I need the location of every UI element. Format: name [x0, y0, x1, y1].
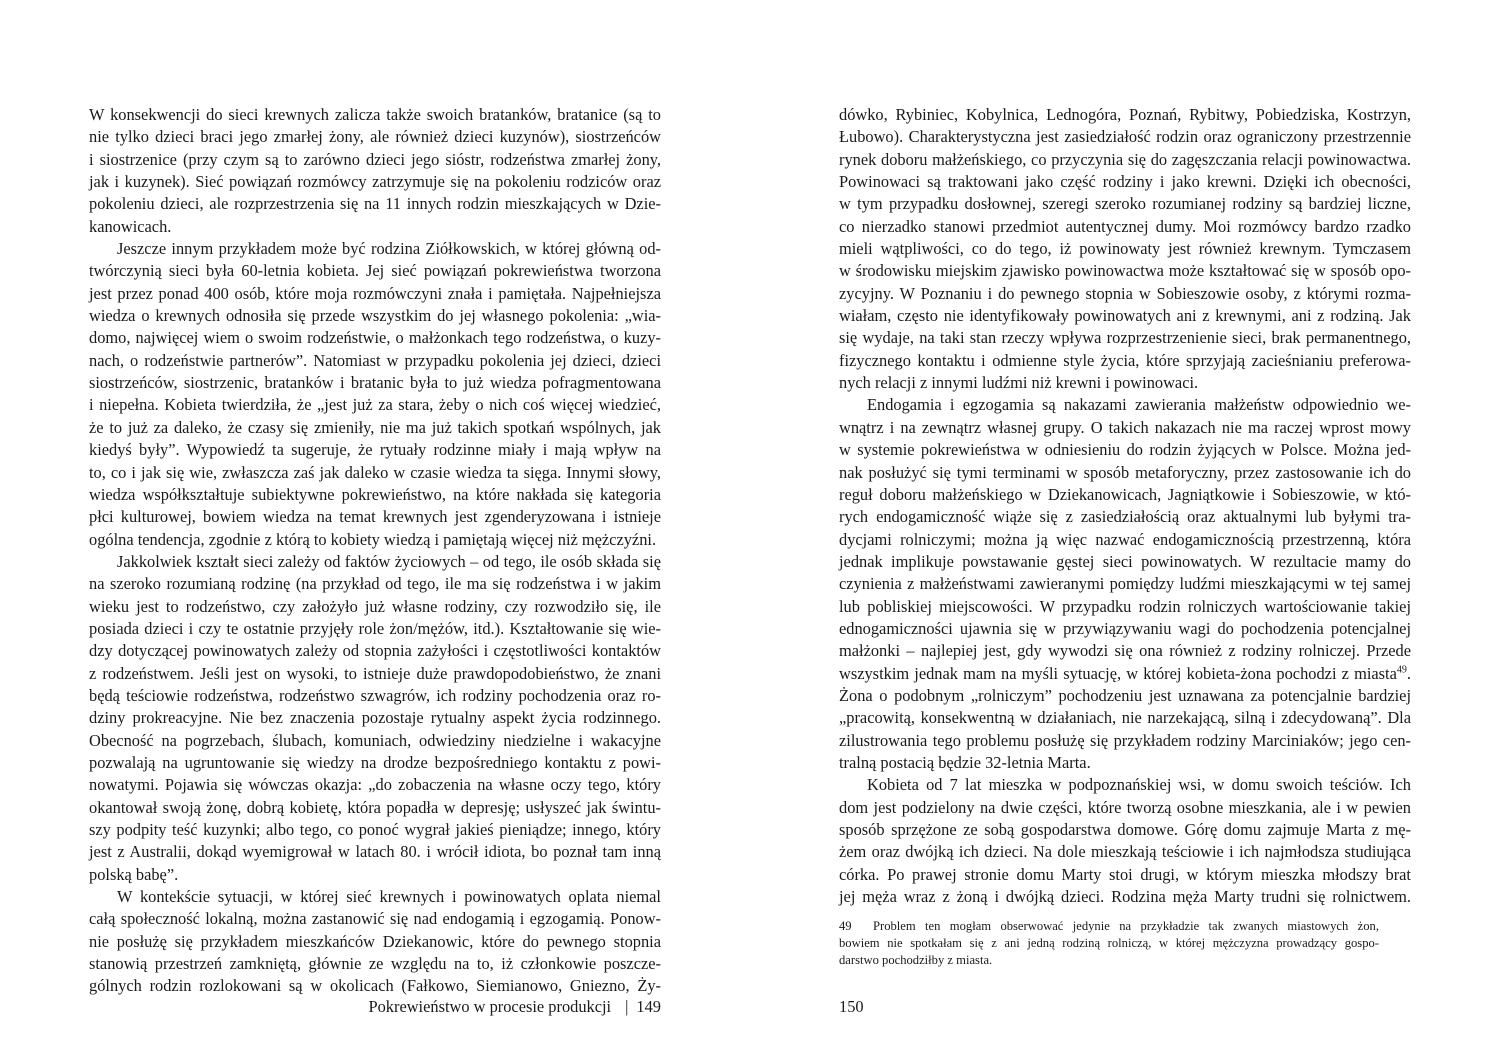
body-text-line: mieli wątpliwości, co do tego, iż powinowaty jest również krewnym. Tymczasem	[839, 239, 1411, 259]
body-text-line: kanowicach.	[89, 216, 172, 236]
body-text-line: pokoleniu dzieci, ale rozprzestrzenia się na 11 innych rodzin mieszkających w Dzie-	[89, 194, 661, 214]
body-text-line: Kobieta od 7 lat mieszka w podpoznańskiej wsi, w domu swoich teściów. Ich	[867, 775, 1411, 795]
body-text-line: tralną postacią będzie 32-letnia Marta.	[839, 752, 1091, 772]
footnote-line: darstwo pochodziłby z miasta.	[839, 953, 993, 967]
body-text-line: Łubowo). Charakterystyczna jest zasiedziałość rodzin oraz ograniczony przestrzennie	[839, 127, 1411, 147]
body-text-line: „pracowitą, konsekwentną w działaniach, nie narzekającą, silną i zdecydowaną”. Dla	[839, 708, 1411, 728]
body-text-line: co nierzadko stanowi przedmiot autentycznej dumy. Moi rozmówcy bardzo rzadko	[839, 216, 1411, 236]
body-text-line: dom jest podzielony na dwie części, które tworzą osobne mieszkania, ale i w pewien	[839, 797, 1411, 817]
body-text-line: nowatymi. Pojawia się wówczas okazja: „do zobaczenia na własne oczy tego, który	[89, 775, 661, 795]
body-text-line: nach, o rodzeństwie partnerów”. Natomiast w przypadku pokolenia jej dzieci, dzieci	[89, 350, 661, 370]
body-text-line: nak posłużyć się tymi terminami w sposób metaforyczny, przez zastosowanie ich do	[839, 462, 1411, 482]
body-text-line: ogólna tendencja, zgodnie z którą to kobiety wiedzą i pamiętają więcej niż mężczyźni.	[89, 529, 657, 549]
body-text-line: reguł doboru małżeńskiego w Dziekanowicach, Jagniątkowie i Sobieszowie, w któ-	[839, 484, 1411, 504]
body-text-line: polską babę”.	[89, 864, 179, 884]
body-text-line: całą społeczność lokalną, można zastanowić się nad endogamią i egzogamią. Ponow-	[89, 909, 661, 929]
left-folio	[368, 996, 661, 1018]
body-text-line: okantował swoją żonę, dobrą kobietę, która popadła w depresję; usłyszeć jak świntu-	[89, 797, 661, 817]
body-text-line: lub pobliskiej miejscowości. W przypadku rodzin rolniczych wartościowanie takiej	[839, 596, 1411, 616]
footnote-line: bowiem nie spotkałam się z ani jedną rodziną rolniczą, w której mężczyzna prowadzący gospo-	[839, 936, 1379, 950]
body-text-line: jednak implikuje powstawanie gęstej sieci powinowatych. W rezultacie mamy do	[839, 551, 1411, 571]
body-text-line: Powinowaci są traktowani jako część rodziny i jako krewni. Dzięki ich obecności,	[839, 172, 1411, 192]
body-text-line: wszystkim jednak mam na myśli sytuację, w której kobieta-żona pochodzi z miasta$^{49}$.	[839, 663, 1411, 683]
body-text-line: zilustrowania tego problemu posłużę się przykładem rodziny Marciniaków; jego cen-	[839, 730, 1411, 750]
body-text-line: jest z Australii, dokąd wyemigrował w latach 80. i wrócił idiota, bo poznał tam inną	[89, 842, 661, 862]
body-text-line: wiedza o krewnych odnosiła się przede wszystkim do jej własnego pokolenia: „wia-	[89, 306, 661, 326]
folio-separator: |	[625, 997, 629, 1016]
body-text-line: w środowisku miejskim zjawisko powinowactwa może kształtować się w sposób opo-	[839, 261, 1411, 281]
body-text-line: w systemie pokrewieństwa w odniesieniu do rodzin żyjących w Polsce. Można jed-	[839, 440, 1411, 460]
body-text-line: dówko, Rybiniec, Kobylnica, Lednogóra, Poznań, Rybitwy, Pobiedziska, Kostrzyn,	[839, 105, 1411, 124]
body-text-line: ednogamiczności ujawnia się w przywiązywaniu wagi do pochodzenia potencjalnej	[839, 618, 1411, 638]
body-text-line: siostrzeńców, siostrzenic, bratanków i bratanic była to już wiedza pofragmentowana	[89, 373, 661, 393]
footnote-line: 49 Problem ten mogłam obserwować jedynie na przykładzie tak zwanych miastowych żon,	[839, 919, 1379, 933]
body-text-line: córka. Po prawej stronie domu Marty stoi drugi, w którym mieszka młodszy brat	[839, 864, 1411, 884]
body-text-line: Jeszcze innym przykładem może być rodzina Ziółkowskich, w której główną od-	[117, 239, 661, 259]
body-text-line: jej męża wraz z żoną i dwójką dzieci. Rodzina męża Marty trudni się rolnictwem.	[839, 887, 1411, 907]
right-folio	[839, 996, 864, 1018]
body-text-line: jest przez ponad 400 osób, które moja rozmówczyni znała i pamiętała. Najpełniejsza	[89, 283, 661, 303]
body-text-line: dzy dotyczącej powinowatych zależy od stopnia zażyłości i częstotliwości kontaktów	[89, 641, 661, 661]
body-text-line: i niepełna. Kobieta twierdziła, że „jest już za stara, żeby o nich coś więcej wiedzieć,	[89, 395, 661, 415]
body-text-line: w tym przypadku dosłownej, szeregi szeroko rozumianej rodziny są bardziej liczne,	[839, 194, 1411, 214]
body-text-line: jak i kuzynek). Sieć powiązań rozmówcy zatrzymuje się na pokoleniu rodziców oraz	[89, 172, 661, 192]
body-text-line: żem oraz dwójką ich dzieci. Na dole mieszkają teściowie i ich najmłodsza studiująca	[839, 842, 1411, 862]
body-text-line: to, co i jak się wie, zwłaszcza zaś jak daleko w czasie wiedza ta sięga. Innymi słowy,	[89, 462, 661, 482]
body-text-line: Jakkolwiek kształt sieci zależy od faktów życiowych – od tego, ile osób składa się	[117, 551, 661, 571]
body-text-line: wiałam, często nie identyfikowały powinowatych ani z krewnymi, ani z rodziną. Jak	[839, 306, 1411, 326]
body-text-line: małżonki – najlepiej jest, gdy wywodzi się ona również z rodziny rolniczej. Przede	[839, 641, 1411, 661]
body-text-line: z rodzeństwem. Jeśli jest on wysoki, to istnieje duże prawdopodobieństwo, że znani	[89, 663, 661, 683]
body-text-line: Endogamia i egzogamia są nakazami zawierania małżeństw odpowiednio we-	[867, 395, 1411, 415]
body-text-line: W konsekwencji do sieci krewnych zalicza także swoich bratanków, bratanice (są to	[89, 105, 661, 124]
body-text-line: na szeroko rozumianą rodzinę (na przykład od tego, ile ma się rodzeństwa i w jakim	[89, 574, 661, 594]
body-text-line: płci kulturowej, bowiem wiedza na temat krewnych jest zgenderyzowana i istnieje	[89, 507, 661, 527]
body-text-line: kiedyś były”. Wypowiedź ta sugeruje, że rytuały rodzinne miały i mają wpływ na	[89, 440, 661, 460]
body-text-line: wiedza współkształtuje subiektywne pokrewieństwo, na które nakłada się kategoria	[89, 484, 661, 504]
body-text-line: W kontekście sytuacji, w której sieć krewnych i powinowatych oplata niemal	[117, 887, 661, 907]
left-page-body	[89, 104, 661, 1044]
body-text-line: że to już za daleko, że czasy się zmieniły, nie ma już takich spotkań wspólnych, jak	[89, 417, 661, 437]
body-text-line: domo, najwięcej wiem o swoim rodzeństwie, o małżonkach tego rodzeństwa, o kuzy-	[89, 328, 661, 348]
body-text-line: Obecność na pogrzebach, ślubach, komuniach, odwiedziny niedzielne i wakacyjne	[89, 730, 661, 750]
page-number-right: 150	[839, 997, 864, 1016]
body-text-line: się wydaje, na taki stan rzeczy wpływa rozprzestrzenienie sieci, brak permanentnego,	[839, 328, 1411, 348]
body-text-line: nie tylko dzieci braci jego zmarłej żony, ale również dzieci kuzynów), siostrzeńców	[89, 127, 661, 147]
body-text-line: szy podpity teść kuzynki; albo tego, co ponoć wygrał jakieś pieniądze; innego, który	[89, 820, 661, 839]
body-text-line: fizycznego kontaktu i odmienne style życia, które sprzyjają zacieśnianiu preferowa-	[839, 350, 1411, 370]
body-text-line: nie posłużę się przykładem mieszkańców Dziekanowic, które do pewnego stopnia	[89, 931, 661, 951]
footnote-reference: 49	[1396, 664, 1407, 676]
body-text-line: twórczynią sieci była 60-letnia kobieta. Jej sieć powiązań pokrewieństwa tworzona	[89, 261, 661, 281]
body-text-line: i siostrzenice (przy czym są to zarówno dzieci jego sióstr, rodzeństwa zmarłej żony,	[89, 149, 661, 169]
body-text-line: posiada dzieci i czy te ostatnie przyjęły role żon/mężów, itd.). Kształtowanie się wie-	[89, 618, 661, 638]
body-text-line: nych relacji z innymi ludźmi niż krewni i powinowaci.	[839, 373, 1199, 393]
footnote-number: 49	[839, 919, 852, 933]
body-text-line: wnątrz i na zewnątrz własnej grupy. O takich nakazach nie ma raczej wprost mowy	[839, 417, 1411, 437]
body-text-line: sposób sprzężone ze sobą gospodarstwa domowe. Górę domu zajmuje Marta z mę-	[839, 820, 1411, 839]
body-text-line: rych endogamiczność wiąże się z zasiedziałością oraz aktualnymi lub byłymi tra-	[839, 507, 1411, 527]
body-text-line: Żona o podobnym „rolniczym” pochodzeniu jest uznawana za potencjalnie bardziej	[839, 685, 1411, 705]
body-text-line: stanowią przestrzeń zamkniętą, głównie ze względu na to, iż członkowie poszcze-	[89, 954, 661, 974]
body-text-line: gólnych rodzin rozlokowani są w okolicach (Fałkowo, Siemianowo, Gniezno, Ży-	[89, 976, 661, 996]
body-text-line: rynek doboru małżeńskiego, co przyczynia się do zagęszczania relacji powinowactwa.	[839, 149, 1411, 169]
body-text-line: wieku jest to rodzeństwo, czy założyło już własne rodziny, czy rozwodziło się, ile	[89, 596, 661, 616]
body-text-line: dycjami rolniczymi; można ją więc nazwać endogamicznością przestrzenną, która	[839, 529, 1411, 549]
page-number-left: 149	[636, 997, 661, 1016]
body-text-line: pozwalają na ugruntowanie się wiedzy na drodze bezpośredniego kontaktu z powi-	[89, 752, 661, 772]
body-text-line: dziny prokreacyjne. Nie bez znaczenia pozostaje rytualny aspekt życia rodzinnego.	[89, 708, 661, 728]
footnote	[839, 918, 1379, 969]
right-page-body	[839, 104, 1411, 1044]
body-text-line: będą teściowie rodzeństwa, rodzeństwo szwagrów, ich rodziny pochodzenia oraz ro-	[89, 685, 661, 705]
body-text-line: czynienia z małżeństwami zawieranymi pomiędzy ludźmi mieszkającymi w tej samej	[839, 574, 1411, 594]
running-head: Pokrewieństwo w procesie produkcji	[368, 997, 612, 1016]
body-text-line: zycyjny. W Poznaniu i do pewnego stopnia w Sobieszowie osoby, z którymi rozma-	[839, 283, 1411, 303]
